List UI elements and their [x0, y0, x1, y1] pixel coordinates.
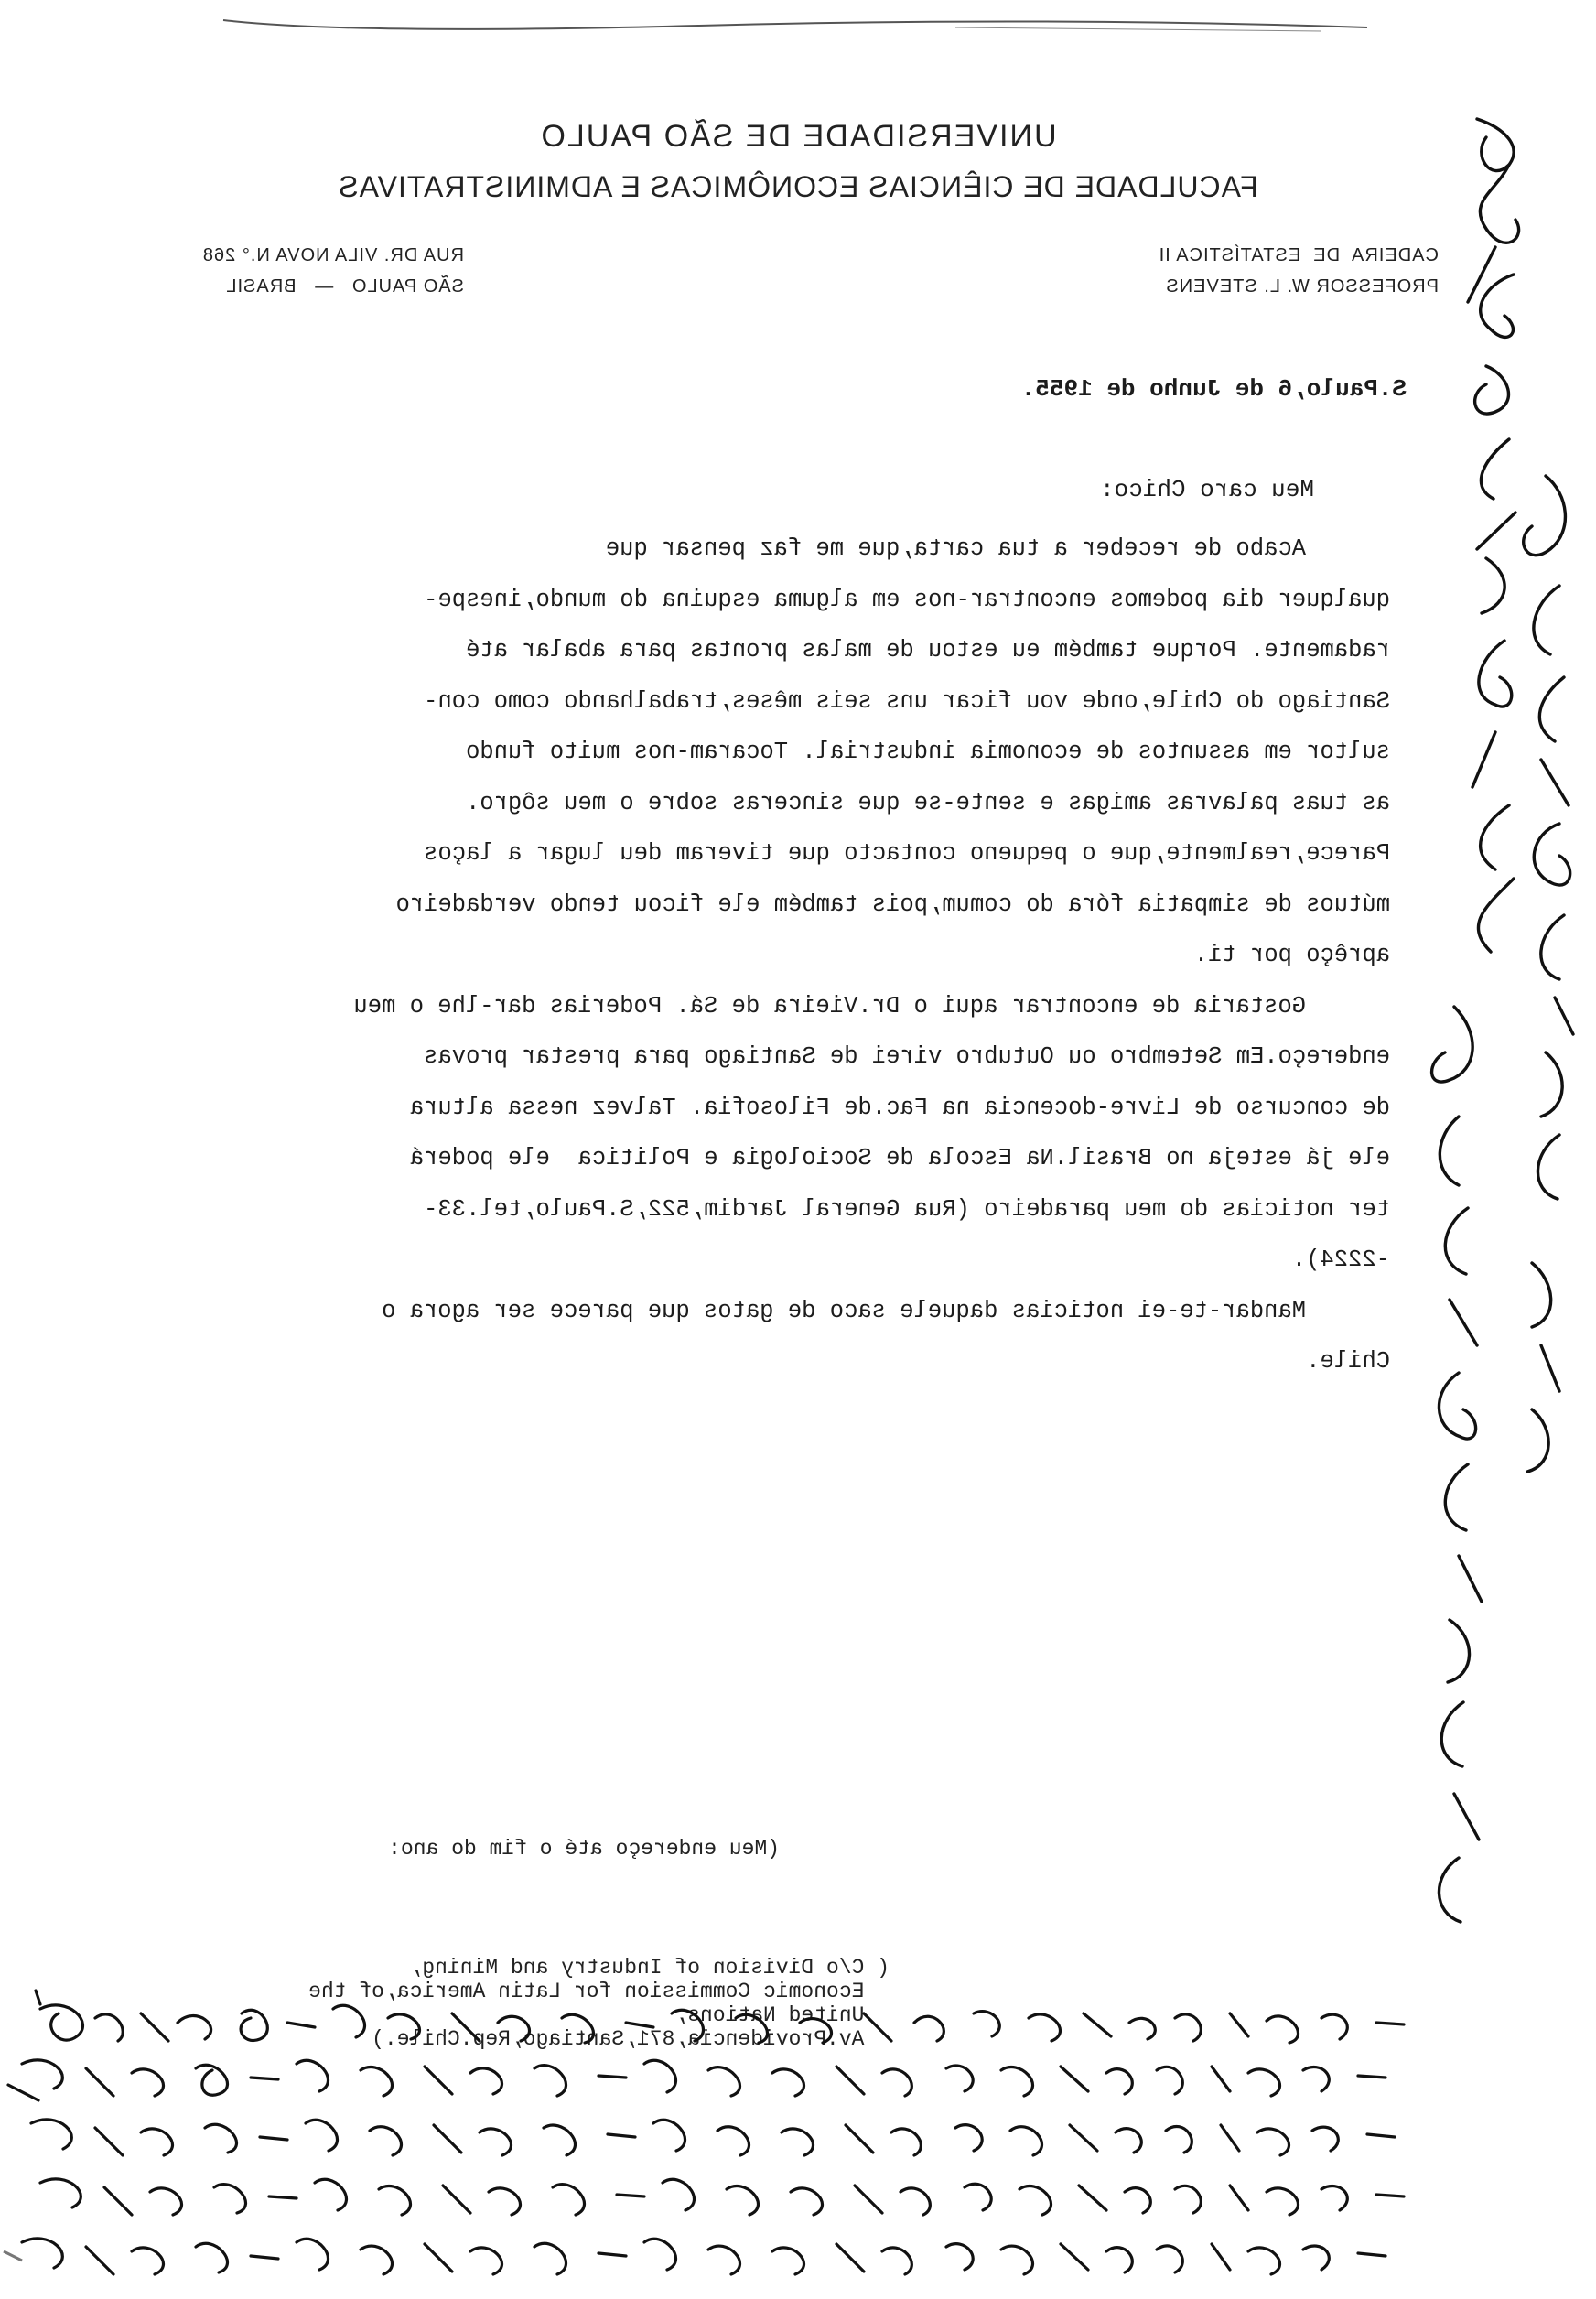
address-line: ( C/o Division of Industry and Mining, [409, 1956, 890, 1980]
body-line: Gostaria de encontrar aqui o Dr.Vieira de Sá. Poderias dar-lhe o meu [353, 992, 1306, 1020]
address-label: (Meu endereço até o fim do ano: [388, 1837, 780, 1861]
city-line: SÃO PAULO — BRASIL [225, 276, 464, 297]
address-line: Av.Providencia,871,Santiago,Rep.Chile.) [372, 2027, 890, 2051]
street-line: RUA DR. VILA NOVA N.° 268 [201, 245, 464, 265]
bottom-handwriting [8, 1991, 1404, 2274]
chair-line: CADEIRA DE ESTATÍSTICA II [1158, 245, 1439, 265]
body-line: qualquer dia podemos encontrar-nos em alguma esquina do mundo,inespe- [424, 586, 1390, 613]
address-line: United Nations, [674, 2003, 890, 2027]
salutation: Meu caro Chico: [1099, 476, 1314, 503]
body-line: mútuos de simpatia fóra do comum,pois também ele ficou tendo verdadeiro [395, 890, 1390, 918]
margin-handwriting [1432, 119, 1573, 1922]
body-line: as tuas palavras amigas e sente-se que sinceras sobre o meu sôgro. [466, 789, 1390, 816]
body-line: Mandar-te-ei noticias daquele saco de gatos que parece ser agora o [382, 1297, 1306, 1324]
university-name: UNIVERSIDADE DE SÃO PAULO [539, 119, 1057, 154]
body-line: endereço.Em Setembro ou Outubro virei de Santiago para prestar provas [424, 1043, 1390, 1070]
body-line: -2224). [1291, 1247, 1390, 1273]
professor-line: PROFESSOR W. L. STEVENS [1165, 276, 1439, 297]
body-line: Parece,realmente,que o pequeno contacto que tiveram deu lugar a laços [424, 840, 1390, 867]
address-line: Economic Commission for Latin America,of the [308, 1980, 890, 2003]
body-line: Chile. [1306, 1348, 1390, 1375]
body-line: aprêço por ti. [1193, 942, 1390, 968]
body-line: de concurso de Livre-docencia na Fac.de Filosofia. Talvez nessa altura [409, 1094, 1390, 1121]
body-line: Acabo de receber a tua carta,que me faz pensar que [605, 535, 1306, 562]
body-line: sultor em assuntos de economia industrial. Tocaram-nos muito fundo [466, 739, 1390, 765]
body-line: Santiago do Chile,onde vou ficar uns seis mêses,trabalhando como con- [424, 687, 1390, 715]
faculty-name: FACULDADE DE CIÊNCIAS ECONÔMICAS E ADMINISTRATIVAS [338, 170, 1258, 203]
body-line: radamente. Porque também eu estou de malas prontas para abalar até [466, 637, 1390, 664]
body-line: ter noticias do meu paradeiro (Rua General Jardim,522,S.Paulo,tel.33- [424, 1195, 1390, 1223]
date-line: S.Paulo,6 de Junho de 1955. [1020, 375, 1407, 403]
body-line: ele já esteja no Brasil.Na Escola de Sociologia e Politica ele poderá [409, 1145, 1390, 1171]
